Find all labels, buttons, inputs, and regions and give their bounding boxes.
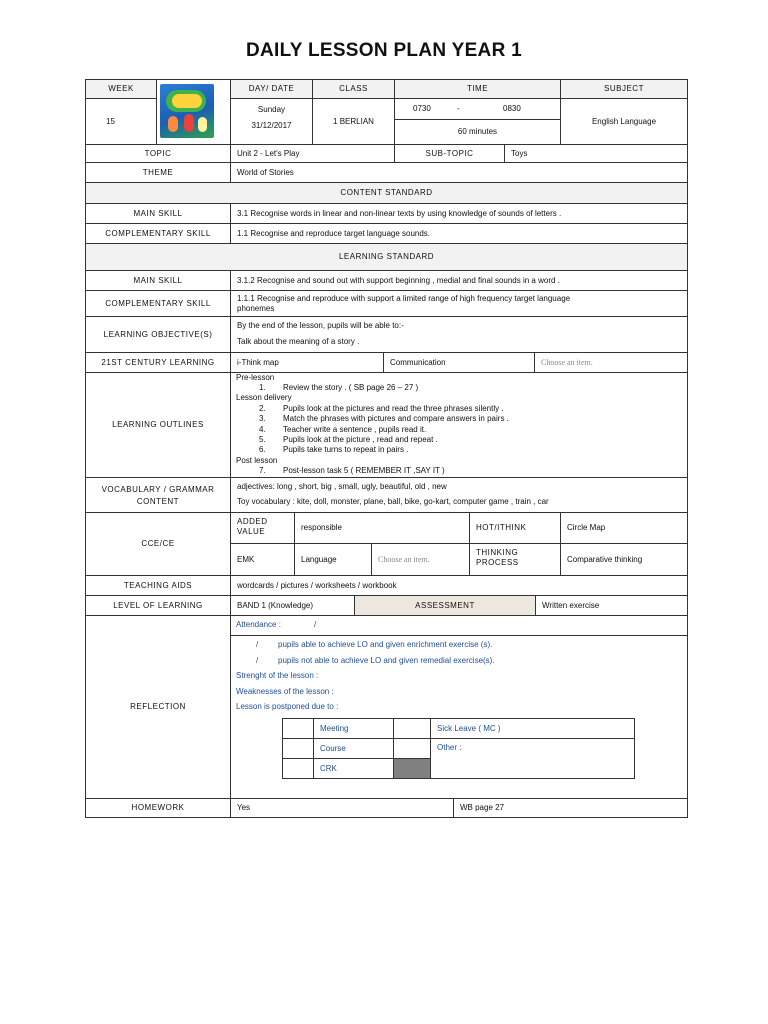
theme-value: World of Stories: [230, 162, 688, 183]
outline-item-number: 7.: [259, 466, 266, 476]
cs-main-skill-label: MAIN SKILL: [85, 203, 231, 224]
homework-page: WB page 27: [453, 798, 688, 818]
reason-meeting: Meeting: [313, 718, 394, 739]
reason-crk-grey: [393, 758, 431, 779]
cce-label: CCE/CE: [85, 512, 231, 576]
level-value: BAND 1 (Knowledge): [230, 595, 355, 616]
level-label: LEVEL OF LEARNING: [85, 595, 231, 616]
cs-main-skill-value: 3.1 Recognise words in linear and non-linear texts by using knowledge of sounds of letters .: [230, 203, 688, 224]
content-standard-heading: CONTENT STANDARD: [85, 182, 688, 204]
assessment-label: ASSESSMENT: [354, 595, 536, 616]
topic-value: Unit 2 - Let's Play: [230, 144, 395, 163]
subtopic-value: Toys: [504, 144, 688, 163]
ls-comp-skill-value: [230, 290, 688, 317]
day-text: Sunday: [257, 105, 286, 114]
reason-course: Course: [313, 738, 394, 759]
time-start: 0730: [413, 104, 431, 113]
outline-item-number: 6.: [259, 445, 266, 455]
vocab-value: [230, 477, 688, 513]
time-dash: -: [457, 104, 460, 113]
century-value-1: i-Think map: [230, 352, 384, 373]
emk-choose[interactable]: Choose an item.: [371, 543, 470, 576]
cs-comp-skill-label: COMPLEMENTARY SKILL: [85, 223, 231, 244]
reason-box-2: [282, 738, 314, 759]
reason-meeting-check[interactable]: [393, 718, 431, 739]
vocab-line1: adjectives: long , short, big , small, ugly, beautiful, old , new: [237, 482, 447, 491]
week-value: 15: [85, 98, 157, 145]
page-title: DAILY LESSON PLAN YEAR 1: [245, 40, 523, 61]
day-date-value: [230, 98, 313, 145]
not-achieve-text: pupils not able to achieve LO and given remedial exercise(s).: [278, 656, 495, 665]
reason-crk: CRK: [313, 758, 394, 779]
outline-item-text: Review the story . ( SB page 26 – 27 ): [283, 383, 419, 392]
date-text: 31/12/2017: [251, 121, 292, 130]
postponed-text: Lesson is postponed due to :: [236, 702, 339, 711]
topic-label: TOPIC: [85, 144, 231, 163]
added-label-2: VALUE: [237, 527, 266, 536]
learning-standard-heading: LEARNING STANDARD: [85, 243, 688, 271]
attendance-slash: /: [314, 620, 317, 629]
thinking-label-1: THINKING: [476, 548, 519, 557]
outline-item-number: 1.: [259, 383, 266, 392]
outline-item-text: Pupils take turns to repeat in pairs .: [283, 445, 409, 455]
ls-main-skill-value: 3.1.2 Recognise and sound out with support beginning , medial and final sounds in a word .: [230, 270, 688, 291]
reflection-label: REFLECTION: [85, 615, 231, 799]
weakness-text: Weaknesses of the lesson :: [236, 687, 334, 696]
assessment-value: Written exercise: [535, 595, 688, 616]
attendance-text: Attendance :: [236, 620, 281, 629]
theme-label: THEME: [85, 162, 231, 183]
achieve-slash: /: [256, 640, 259, 649]
outline-heading: Post lesson: [236, 455, 278, 465]
thinking-process-label: [469, 543, 561, 576]
outline-item-text: Match the phrases with pictures and compare answers in pairs .: [283, 414, 509, 424]
time-duration: 60 minutes: [394, 119, 561, 145]
subject-header: SUBJECT: [560, 79, 688, 99]
outline-item-text: Pupils look at the pictures and read the three phrases silently .: [283, 403, 504, 413]
added-value-label: [230, 512, 295, 544]
not-achieve-slash: /: [256, 656, 259, 665]
reason-course-check[interactable]: [393, 738, 431, 759]
ls-main-skill-label: MAIN SKILL: [85, 270, 231, 291]
achieve-text: pupils able to achieve LO and given enrichment exercise (s).: [278, 640, 493, 649]
subject-value: English Language: [560, 98, 688, 145]
objectives-line1: By the end of the lesson, pupils will be able to:-: [237, 321, 404, 330]
week-header: WEEK: [85, 79, 157, 99]
outline-pre-heading: Pre-lesson: [236, 373, 275, 382]
emk-label: EMK: [230, 543, 295, 576]
strength-text: Strenght of the lesson :: [236, 671, 319, 680]
added-label-1: ADDED: [237, 517, 268, 526]
objectives-value: [230, 316, 688, 353]
reason-box-3: [282, 758, 314, 779]
outline-item-text: Post-lesson task 5 ( REMEMBER IT ,SAY IT ): [283, 466, 445, 476]
vocab-label-2: CONTENT: [136, 497, 180, 506]
ls-comp-skill-label: COMPLEMENTARY SKILL: [85, 290, 231, 317]
reason-other-box: [430, 738, 635, 779]
objectives-label: LEARNING OBJECTIVE(S): [85, 316, 231, 353]
aids-label: TEACHING AIDS: [85, 575, 231, 596]
outline-item-text: Pupils look at the picture , read and repeat .: [283, 435, 438, 444]
class-header: CLASS: [312, 79, 395, 99]
thinking-label-2: PROCESS: [476, 558, 519, 567]
outline-item-text: Teacher write a sentence , pupils read it.: [283, 424, 427, 434]
subtopic-label: SUB-TOPIC: [394, 144, 505, 163]
century-choose[interactable]: Choose an item.: [534, 352, 688, 373]
hot-value: Circle Map: [560, 512, 688, 544]
time-end: 0830: [503, 104, 521, 113]
outline-item-number: 2.: [259, 403, 266, 413]
time-range: [394, 98, 561, 120]
outlines-label: LEARNING OUTLINES: [85, 372, 231, 478]
vocab-line2: Toy vocabulary : kite, doll, monster, plane, ball, bike, go-kart, computer game , train , car: [237, 497, 549, 506]
ls-comp-line2: phonemes: [237, 304, 275, 313]
outline-item-number: 5.: [259, 435, 266, 444]
outline-heading: Lesson delivery: [236, 393, 292, 403]
cs-comp-skill-value: 1.1 Recognise and reproduce target language sounds.: [230, 223, 688, 244]
reflection-attendance-row: [230, 615, 688, 636]
century-value-2: Communication: [383, 352, 535, 373]
outline-item-number: 3.: [259, 414, 266, 424]
reason-other: Other :: [437, 743, 462, 752]
vocab-label: [85, 477, 231, 513]
hot-label: HOT/ITHINK: [469, 512, 561, 544]
homework-value: Yes: [230, 798, 454, 818]
vocab-label-1: VOCABULARY / GRAMMAR: [101, 485, 215, 494]
emk-value: Language: [294, 543, 372, 576]
homework-label: HOMEWORK: [85, 798, 231, 818]
reason-box-1: [282, 718, 314, 739]
time-header: TIME: [394, 79, 561, 99]
day-date-header: DAY/ DATE: [230, 79, 313, 99]
outline-item-number: 4.: [259, 424, 266, 434]
class-value: 1 BERLIAN: [312, 98, 395, 145]
thinking-value: Comparative thinking: [560, 543, 688, 576]
objectives-line2: Talk about the meaning of a story .: [237, 337, 360, 346]
book-cover-image: [160, 84, 214, 138]
ls-comp-line1: 1.1.1 Recognise and reproduce with support a limited range of high frequency target language: [237, 294, 571, 303]
aids-value: wordcards / pictures / worksheets / workbook: [230, 575, 688, 596]
reason-sick: Sick Leave ( MC ): [430, 718, 635, 739]
added-value: responsible: [294, 512, 470, 544]
century-label: 21ST CENTURY LEARNING: [85, 352, 231, 373]
